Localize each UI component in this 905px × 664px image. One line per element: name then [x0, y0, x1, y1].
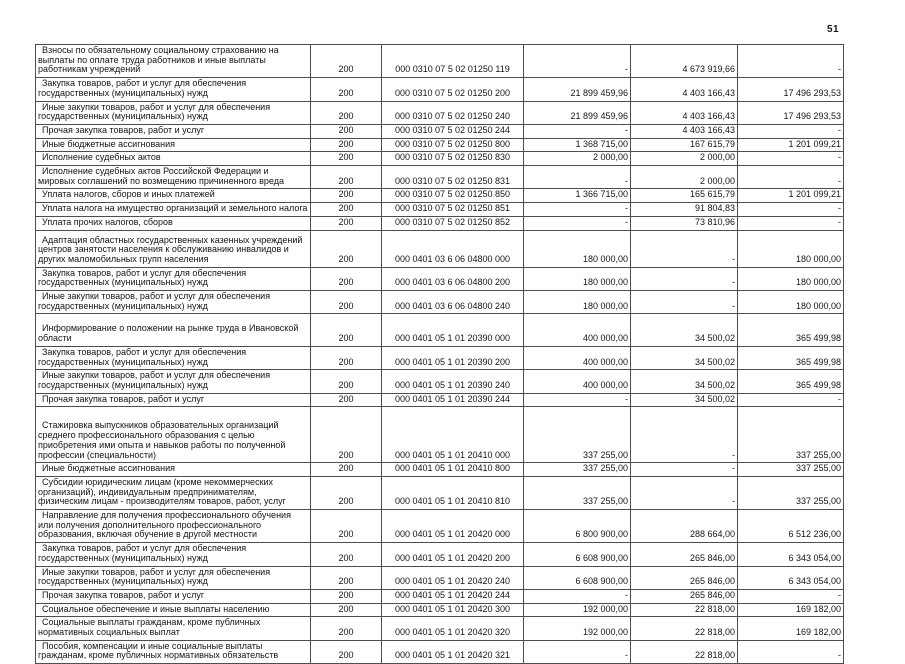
- executed-amount-cell: 165 615,79: [631, 189, 738, 203]
- expense-name-cell: Закупка товаров, работ и услуг для обеспечения государственных (муниципальных) нужд: [36, 543, 311, 566]
- budget-code-cell: 000 0401 03 6 06 04800 000: [382, 230, 524, 267]
- budget-code-cell: 000 0401 05 1 01 20390 240: [382, 370, 524, 393]
- expense-name-cell: Направление для получения профессионального обучения или получения дополнительного профессионального образования, включая обучение в другой местности: [36, 510, 311, 543]
- kvr-code-cell: 200: [311, 216, 382, 230]
- expense-name-cell: Пособия, компенсации и иные социальные выплаты гражданам, кроме публичных нормативных обязательств: [36, 640, 311, 663]
- remaining-amount-cell: -: [738, 152, 844, 166]
- expense-name-cell: Уплата налогов, сборов и иных платежей: [36, 189, 311, 203]
- table-row: [36, 78, 844, 101]
- expense-name-cell: Исполнение судебных актов Российской Федерации и мировых соглашений по возмещению причиненного вреда: [36, 166, 311, 189]
- table-row: [36, 166, 844, 189]
- page-number: 51: [827, 24, 840, 35]
- executed-amount-cell: 34 500,02: [631, 346, 738, 369]
- executed-amount-cell: 288 664,00: [631, 510, 738, 543]
- approved-amount-cell: 180 000,00: [524, 267, 631, 290]
- expense-name-cell: Закупка товаров, работ и услуг для обеспечения государственных (муниципальных) нужд: [36, 78, 311, 101]
- approved-amount-cell: 1 368 715,00: [524, 138, 631, 152]
- remaining-amount-cell: 1 201 099,21: [738, 189, 844, 203]
- executed-amount-cell: -: [631, 230, 738, 267]
- remaining-amount-cell: 337 255,00: [738, 407, 844, 463]
- budget-code-cell: 000 0401 03 6 06 04800 240: [382, 291, 524, 314]
- executed-amount-cell: 167 615,79: [631, 138, 738, 152]
- approved-amount-cell: -: [524, 393, 631, 407]
- kvr-code-cell: 200: [311, 617, 382, 640]
- executed-amount-cell: -: [631, 291, 738, 314]
- executed-amount-cell: 22 818,00: [631, 617, 738, 640]
- approved-amount-cell: -: [524, 589, 631, 603]
- executed-amount-cell: -: [631, 476, 738, 509]
- executed-amount-cell: 265 846,00: [631, 543, 738, 566]
- executed-amount-cell: 91 804,83: [631, 203, 738, 217]
- budget-code-cell: 000 0401 05 1 01 20420 300: [382, 603, 524, 617]
- expense-name-cell: Взносы по обязательному социальному страхованию на выплаты по оплате труда работников и иные выплаты работникам учреждений: [36, 45, 311, 78]
- executed-amount-cell: 2 000,00: [631, 152, 738, 166]
- remaining-amount-cell: 365 499,98: [738, 314, 844, 346]
- remaining-amount-cell: 6 343 054,00: [738, 543, 844, 566]
- budget-code-cell: 000 0310 07 5 02 01250 200: [382, 78, 524, 101]
- executed-amount-cell: 73 810,96: [631, 216, 738, 230]
- executed-amount-cell: 34 500,02: [631, 314, 738, 346]
- remaining-amount-cell: -: [738, 640, 844, 663]
- expense-name-cell: Иные бюджетные ассигнования: [36, 463, 311, 477]
- table-row: [36, 216, 844, 230]
- kvr-code-cell: 200: [311, 230, 382, 267]
- budget-code-cell: 000 0310 07 5 02 01250 850: [382, 189, 524, 203]
- table-row: [36, 45, 844, 78]
- table-row: [36, 463, 844, 477]
- expense-name-cell: Социальное обеспечение и иные выплаты населению: [36, 603, 311, 617]
- approved-amount-cell: 21 899 459,96: [524, 78, 631, 101]
- budget-code-cell: 000 0401 05 1 01 20390 200: [382, 346, 524, 369]
- budget-execution-table: [35, 44, 844, 664]
- kvr-code-cell: 200: [311, 267, 382, 290]
- remaining-amount-cell: 180 000,00: [738, 267, 844, 290]
- approved-amount-cell: 21 899 459,96: [524, 101, 631, 124]
- kvr-code-cell: 200: [311, 314, 382, 346]
- approved-amount-cell: -: [524, 203, 631, 217]
- executed-amount-cell: 4 403 166,43: [631, 124, 738, 138]
- executed-amount-cell: -: [631, 463, 738, 477]
- kvr-code-cell: 200: [311, 603, 382, 617]
- table-row: [36, 291, 844, 314]
- remaining-amount-cell: 365 499,98: [738, 346, 844, 369]
- remaining-amount-cell: -: [738, 589, 844, 603]
- executed-amount-cell: 2 000,00: [631, 166, 738, 189]
- approved-amount-cell: 337 255,00: [524, 476, 631, 509]
- approved-amount-cell: -: [524, 166, 631, 189]
- approved-amount-cell: 180 000,00: [524, 291, 631, 314]
- table-row: [36, 589, 844, 603]
- kvr-code-cell: 200: [311, 640, 382, 663]
- budget-code-cell: 000 0401 05 1 01 20420 000: [382, 510, 524, 543]
- remaining-amount-cell: -: [738, 216, 844, 230]
- budget-code-cell: 000 0401 05 1 01 20390 244: [382, 393, 524, 407]
- executed-amount-cell: 4 673 919,66: [631, 45, 738, 78]
- budget-code-cell: 000 0401 05 1 01 20420 240: [382, 566, 524, 589]
- approved-amount-cell: -: [524, 216, 631, 230]
- kvr-code-cell: 200: [311, 463, 382, 477]
- budget-code-cell: 000 0310 07 5 02 01250 831: [382, 166, 524, 189]
- remaining-amount-cell: -: [738, 124, 844, 138]
- expense-name-cell: Закупка товаров, работ и услуг для обеспечения государственных (муниципальных) нужд: [36, 267, 311, 290]
- kvr-code-cell: 200: [311, 203, 382, 217]
- table-row: [36, 101, 844, 124]
- expense-name-cell: Иные бюджетные ассигнования: [36, 138, 311, 152]
- budget-code-cell: 000 0401 05 1 01 20410 800: [382, 463, 524, 477]
- expense-name-cell: Социальные выплаты гражданам, кроме публичных нормативных социальных выплат: [36, 617, 311, 640]
- remaining-amount-cell: -: [738, 166, 844, 189]
- kvr-code-cell: 200: [311, 101, 382, 124]
- remaining-amount-cell: 169 182,00: [738, 603, 844, 617]
- remaining-amount-cell: 337 255,00: [738, 476, 844, 509]
- table-row: [36, 138, 844, 152]
- budget-code-cell: 000 0310 07 5 02 01250 244: [382, 124, 524, 138]
- expense-name-cell: Иные закупки товаров, работ и услуг для обеспечения государственных (муниципальных) нужд: [36, 566, 311, 589]
- budget-code-cell: 000 0401 03 6 06 04800 200: [382, 267, 524, 290]
- kvr-code-cell: 200: [311, 510, 382, 543]
- budget-code-cell: 000 0310 07 5 02 01250 800: [382, 138, 524, 152]
- expense-name-cell: Прочая закупка товаров, работ и услуг: [36, 124, 311, 138]
- budget-code-cell: 000 0401 05 1 01 20420 321: [382, 640, 524, 663]
- approved-amount-cell: 6 800 900,00: [524, 510, 631, 543]
- remaining-amount-cell: -: [738, 393, 844, 407]
- executed-amount-cell: 265 846,00: [631, 589, 738, 603]
- kvr-code-cell: 200: [311, 393, 382, 407]
- kvr-code-cell: 200: [311, 370, 382, 393]
- kvr-code-cell: 200: [311, 166, 382, 189]
- expense-name-cell: Субсидии юридическим лицам (кроме некоммерческих организаций), индивидуальным предпринимателям, физическим лицам - производителям товаров, работ, услуг: [36, 476, 311, 509]
- table-row: [36, 267, 844, 290]
- approved-amount-cell: 192 000,00: [524, 617, 631, 640]
- budget-code-cell: 000 0310 07 5 02 01250 851: [382, 203, 524, 217]
- kvr-code-cell: 200: [311, 291, 382, 314]
- kvr-code-cell: 200: [311, 543, 382, 566]
- expense-name-cell: Уплата прочих налогов, сборов: [36, 216, 311, 230]
- approved-amount-cell: -: [524, 124, 631, 138]
- approved-amount-cell: 337 255,00: [524, 407, 631, 463]
- executed-amount-cell: -: [631, 267, 738, 290]
- kvr-code-cell: 200: [311, 589, 382, 603]
- budget-code-cell: 000 0401 05 1 01 20420 200: [382, 543, 524, 566]
- kvr-code-cell: 200: [311, 566, 382, 589]
- approved-amount-cell: 192 000,00: [524, 603, 631, 617]
- budget-code-cell: 000 0401 05 1 01 20390 000: [382, 314, 524, 346]
- approved-amount-cell: -: [524, 640, 631, 663]
- kvr-code-cell: 200: [311, 476, 382, 509]
- budget-code-cell: 000 0310 07 5 02 01250 240: [382, 101, 524, 124]
- remaining-amount-cell: 169 182,00: [738, 617, 844, 640]
- approved-amount-cell: 1 366 715,00: [524, 189, 631, 203]
- kvr-code-cell: 200: [311, 407, 382, 463]
- budget-code-cell: 000 0310 07 5 02 01250 119: [382, 45, 524, 78]
- budget-code-cell: 000 0401 05 1 01 20420 244: [382, 589, 524, 603]
- approved-amount-cell: 337 255,00: [524, 463, 631, 477]
- executed-amount-cell: 265 846,00: [631, 566, 738, 589]
- kvr-code-cell: 200: [311, 124, 382, 138]
- approved-amount-cell: 6 608 900,00: [524, 566, 631, 589]
- expense-name-cell: Иные закупки товаров, работ и услуг для обеспечения государственных (муниципальных) нужд: [36, 291, 311, 314]
- table-row: [36, 203, 844, 217]
- executed-amount-cell: 22 818,00: [631, 603, 738, 617]
- executed-amount-cell: 4 403 166,43: [631, 101, 738, 124]
- table-row: [36, 603, 844, 617]
- remaining-amount-cell: 180 000,00: [738, 291, 844, 314]
- kvr-code-cell: 200: [311, 189, 382, 203]
- executed-amount-cell: 34 500,02: [631, 393, 738, 407]
- budget-code-cell: 000 0401 05 1 01 20410 000: [382, 407, 524, 463]
- kvr-code-cell: 200: [311, 346, 382, 369]
- table-row: [36, 124, 844, 138]
- expense-name-cell: Уплата налога на имущество организаций и земельного налога: [36, 203, 311, 217]
- executed-amount-cell: 34 500,02: [631, 370, 738, 393]
- table-row: [36, 314, 844, 346]
- budget-code-cell: 000 0401 05 1 01 20410 810: [382, 476, 524, 509]
- table-row: [36, 230, 844, 267]
- expense-name-cell: Прочая закупка товаров, работ и услуг: [36, 393, 311, 407]
- approved-amount-cell: 6 608 900,00: [524, 543, 631, 566]
- table-row: [36, 346, 844, 369]
- approved-amount-cell: 400 000,00: [524, 314, 631, 346]
- remaining-amount-cell: 6 512 236,00: [738, 510, 844, 543]
- expense-name-cell: Закупка товаров, работ и услуг для обеспечения государственных (муниципальных) нужд: [36, 346, 311, 369]
- remaining-amount-cell: 17 496 293,53: [738, 101, 844, 124]
- table-row: [36, 407, 844, 463]
- budget-table-body: [36, 45, 844, 664]
- table-row: [36, 370, 844, 393]
- expense-name-cell: Исполнение судебных актов: [36, 152, 311, 166]
- table-row: [36, 617, 844, 640]
- executed-amount-cell: 22 818,00: [631, 640, 738, 663]
- expense-name-cell: Иные закупки товаров, работ и услуг для обеспечения государственных (муниципальных) нужд: [36, 370, 311, 393]
- executed-amount-cell: 4 403 166,43: [631, 78, 738, 101]
- budget-code-cell: 000 0310 07 5 02 01250 830: [382, 152, 524, 166]
- expense-name-cell: Информирование о положении на рынке труда в Ивановской области: [36, 314, 311, 346]
- remaining-amount-cell: 365 499,98: [738, 370, 844, 393]
- expense-name-cell: Прочая закупка товаров, работ и услуг: [36, 589, 311, 603]
- expense-name-cell: Адаптация областных государственных казенных учреждений центров занятости населения к обслуживанию инвалидов и других маломобильных групп населения: [36, 230, 311, 267]
- table-row: [36, 640, 844, 663]
- remaining-amount-cell: 17 496 293,53: [738, 78, 844, 101]
- kvr-code-cell: 200: [311, 45, 382, 78]
- expense-name-cell: Стажировка выпускников образовательных организаций среднего профессионального образования с целью приобретения ими опыта и навыков работы по полученной профессии (специальности): [36, 407, 311, 463]
- kvr-code-cell: 200: [311, 152, 382, 166]
- remaining-amount-cell: -: [738, 203, 844, 217]
- remaining-amount-cell: 337 255,00: [738, 463, 844, 477]
- table-row: [36, 510, 844, 543]
- remaining-amount-cell: 1 201 099,21: [738, 138, 844, 152]
- table-row: [36, 476, 844, 509]
- approved-amount-cell: 180 000,00: [524, 230, 631, 267]
- expense-name-cell: Иные закупки товаров, работ и услуг для обеспечения государственных (муниципальных) нужд: [36, 101, 311, 124]
- kvr-code-cell: 200: [311, 78, 382, 101]
- remaining-amount-cell: 180 000,00: [738, 230, 844, 267]
- approved-amount-cell: 400 000,00: [524, 346, 631, 369]
- table-row: [36, 543, 844, 566]
- budget-code-cell: 000 0401 05 1 01 20420 320: [382, 617, 524, 640]
- table-row: [36, 152, 844, 166]
- executed-amount-cell: -: [631, 407, 738, 463]
- kvr-code-cell: 200: [311, 138, 382, 152]
- table-row: [36, 393, 844, 407]
- budget-code-cell: 000 0310 07 5 02 01250 852: [382, 216, 524, 230]
- table-row: [36, 566, 844, 589]
- approved-amount-cell: -: [524, 45, 631, 78]
- remaining-amount-cell: -: [738, 45, 844, 78]
- remaining-amount-cell: 6 343 054,00: [738, 566, 844, 589]
- table-row: [36, 189, 844, 203]
- approved-amount-cell: 2 000,00: [524, 152, 631, 166]
- approved-amount-cell: 400 000,00: [524, 370, 631, 393]
